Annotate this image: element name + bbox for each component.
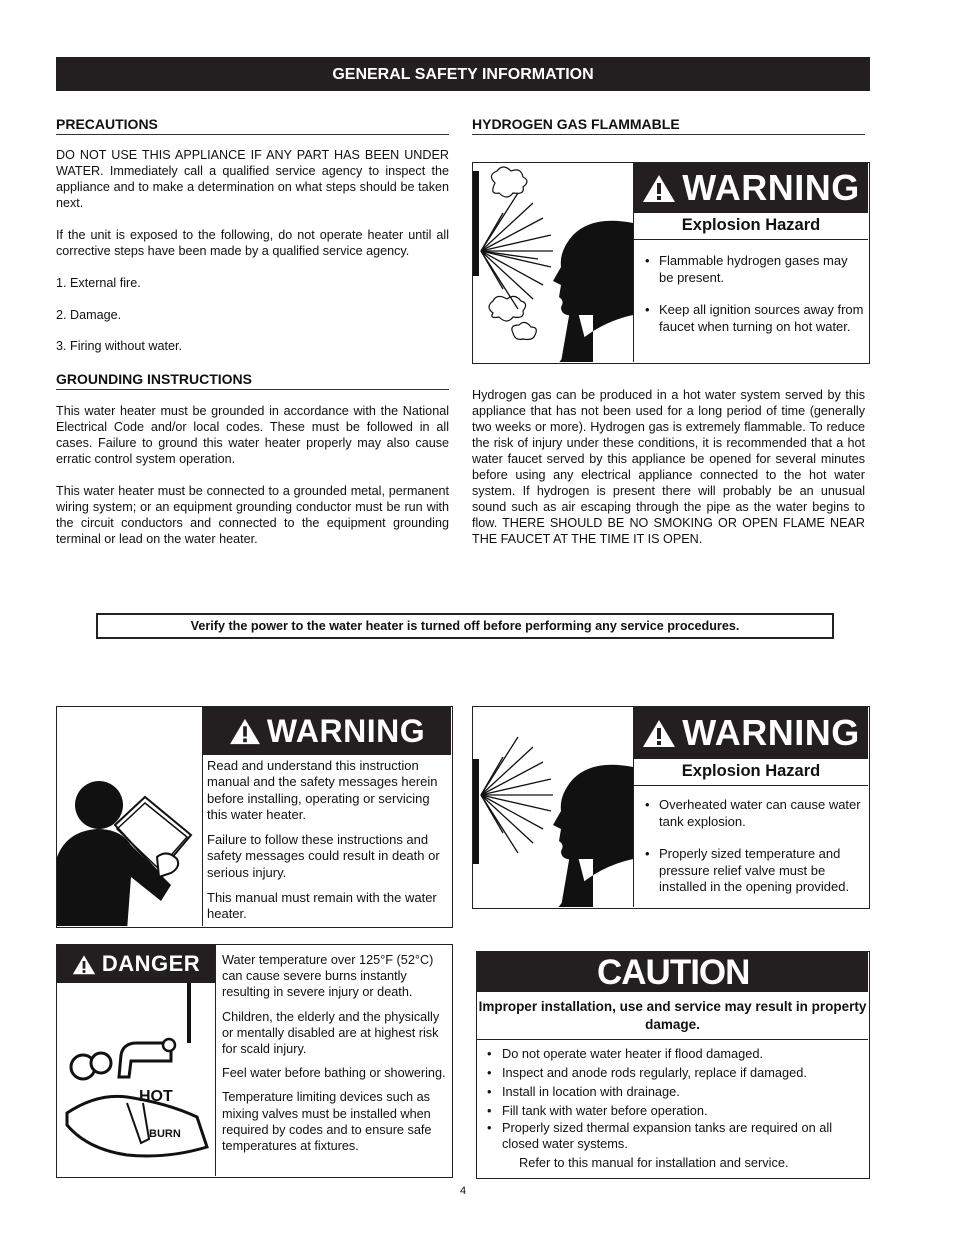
caution-footer: Refer to this manual for installation and service. [519, 1155, 789, 1170]
manual-warning-box [56, 706, 453, 928]
warning-signal-header [634, 163, 868, 213]
danger-signal-header [57, 945, 215, 983]
list-item: • Overheated water can cause water tank explosion. [645, 797, 861, 829]
list-item: 1. External fire. [56, 276, 141, 290]
danger-para: Feel water before bathing or showering. [222, 1066, 446, 1081]
alert-triangle-icon [229, 717, 261, 745]
list-item: • Properly sized thermal expansion tanks are required on all closed water systems. [487, 1120, 833, 1151]
warning-signal-word: WARNING [682, 712, 860, 753]
explosion-pictogram [473, 163, 634, 362]
reading-manual-icon [57, 707, 202, 926]
scald-hazard-icon [57, 983, 215, 1176]
list-item: • Do not operate water heater if flood damaged. [487, 1046, 764, 1061]
explosion-icon [473, 163, 633, 362]
caution-signal-header [477, 952, 868, 992]
service-notice: Verify the power to the water heater is turned off before performing any service procedures. [96, 613, 834, 639]
danger-box [56, 944, 453, 1178]
explosion-icon [473, 707, 633, 907]
hazard-title: Explosion Hazard [634, 213, 868, 240]
list-item: • Flammable hydrogen gases may be present. [645, 253, 848, 285]
list-item: • Inspect and anode rods regularly, replace if damaged. [487, 1065, 807, 1080]
danger-para: Water temperature over 125°F (52°C) can cause severe burns instantly resulting in severe injury or death. [222, 953, 434, 1000]
danger-text [222, 952, 450, 1162]
danger-para: Children, the elderly and the physically or mentally disabled are at highest risk for scald injury. [222, 1009, 440, 1057]
hazard-title: Explosion Hazard [634, 759, 868, 786]
explosion-warning-box [472, 706, 870, 909]
warning-signal-header [203, 707, 451, 755]
list-item: • Install in location with drainage. [487, 1084, 680, 1099]
alert-triangle-icon [642, 173, 676, 203]
alert-triangle-icon [642, 718, 676, 748]
list-item: 3. Firing without water. [56, 339, 182, 353]
precautions-para-1: DO NOT USE THIS APPLIANCE IF ANY PART HAS BEEN UNDER WATER. Immediately call a qualified service agency to inspect the appliance and to make a determination on what steps should be taken next. [56, 148, 449, 210]
alert-triangle-icon [72, 954, 96, 975]
hazard-bullets [645, 253, 865, 351]
burn-label: BURN [149, 1128, 181, 1140]
precautions-list [56, 275, 449, 354]
caution-signal-word: CAUTION [597, 953, 750, 992]
list-item: • Fill tank with water before operation. [487, 1103, 708, 1118]
manual-warning-text [207, 758, 451, 932]
precautions-para-2: If the unit is exposed to the following, do not operate heater until all corrective steps have been made by a qualified service agency. [56, 228, 449, 258]
warning-signal-header [634, 707, 868, 759]
caution-subtitle: Improper installation, use and service may result in property damage. [477, 992, 868, 1040]
grounding-heading: GROUNDING INSTRUCTIONS [56, 371, 449, 390]
warning-para: This manual must remain with the water heater. [207, 890, 437, 922]
grounding-text [56, 403, 449, 563]
hot-label: HOT [139, 1088, 173, 1105]
list-item: • Keep all ignition sources away from faucet when turning on hot water. [645, 302, 864, 334]
hazard-bullets [645, 797, 867, 912]
warning-para: Failure to follow these instructions and safety messages could result in death or serious injury. [207, 832, 440, 880]
danger-para: Temperature limiting devices such as mixing valves must be installed when required by codes and to ensure safe temperatures at fixtures. [222, 1090, 432, 1154]
caution-bullets [487, 1046, 862, 1171]
warning-para: Read and understand this instruction manual and the safety messages herein before installing, operating or servicing this water heater. [207, 758, 438, 822]
hydrogen-para: Hydrogen gas can be produced in a hot water system served by this appliance that has not been used for a long period of time (generally two weeks or more). Hydrogen gas is extremely flammable. To reduce the risk of injury under these conditions, it is recommended that a hot water faucet served by this appliance be opened for several minutes before using any electrical appliance connected to the hot water system. If hydrogen is present there will probably be an unusual sound such as air escaping through the pipe as the water begins to flow. THERE SHOULD BE NO SMOKING OR OPEN FLAME NEAR THE FAUCET AT THE TIME IT IS OPEN. [472, 388, 865, 546]
warning-signal-word: WARNING [266, 712, 426, 749]
hydrogen-warning-box [472, 162, 870, 364]
hydrogen-heading: HYDROGEN GAS FLAMMABLE [472, 116, 865, 135]
danger-signal-word: DANGER [101, 951, 201, 976]
explosion-pictogram [473, 707, 634, 907]
list-item: • Properly sized temperature and pressure relief valve must be installed in the opening provided. [645, 846, 850, 894]
reader-pictogram [57, 707, 203, 926]
scald-pictogram [57, 945, 216, 1176]
grounding-para-2: This water heater must be connected to a grounded metal, permanent wiring system; or an equipment grounding conductor must be run with the circuit conductors and connected to the equipment grounding terminal or lead on the water heater. [56, 484, 449, 546]
precautions-text [56, 147, 449, 370]
warning-signal-word: WARNING [682, 167, 860, 208]
page-number: 4 [459, 1185, 467, 1197]
caution-box [476, 951, 870, 1179]
section-banner: GENERAL SAFETY INFORMATION [56, 57, 870, 91]
precautions-heading: PRECAUTIONS [56, 116, 449, 135]
list-item: 2. Damage. [56, 307, 122, 322]
grounding-para-1: This water heater must be grounded in accordance with the National Electrical Code and/or local codes. These must be followed in all cases. Failure to ground this water heater properly may also cause erratic control system operation. [56, 404, 449, 466]
